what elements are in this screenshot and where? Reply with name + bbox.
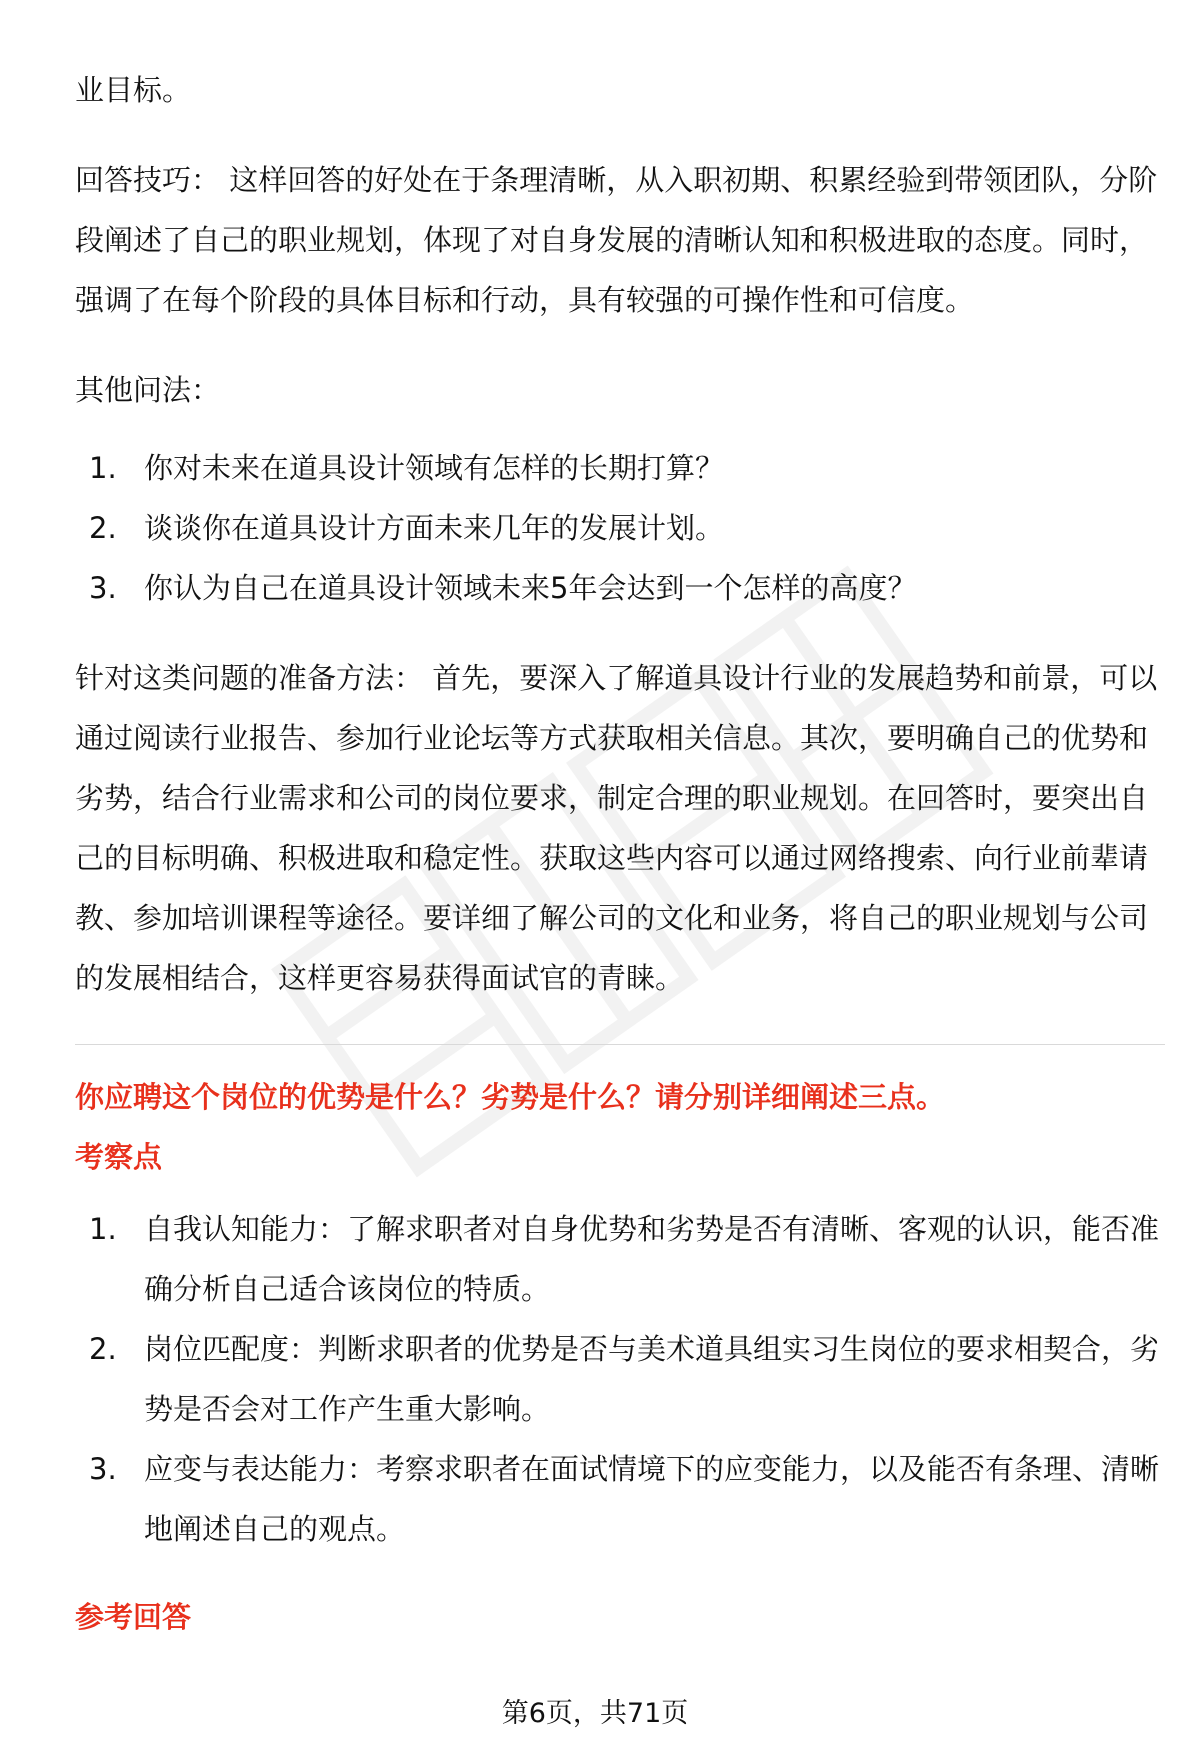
page-footer bbox=[0, 1696, 1190, 1732]
list-item-text: 谈谈你在道具设计方面未来几年的发展计划。 bbox=[144, 511, 725, 545]
list-item-number: 1. bbox=[89, 451, 117, 485]
question-title: 你应聘这个岗位的优势是什么？劣势是什么？请分别详细阐述三点。 bbox=[75, 1080, 946, 1114]
list-item-number: 3. bbox=[89, 571, 117, 605]
list-item bbox=[75, 1439, 1165, 1559]
list-item-number: 3. bbox=[89, 1452, 117, 1486]
document-body bbox=[75, 60, 1165, 1647]
list-item-text: 应变与表达能力：考察求职者在面试情境下的应变能力，以及能否有条理、清晰地阐述自己的观点。 bbox=[144, 1452, 1160, 1546]
list-item-text: 自我认知能力：了解求职者对自身优势和劣势是否有清晰、客观的认识，能否准确分析自己适合该岗位的特质。 bbox=[144, 1212, 1160, 1306]
focus-points-list bbox=[75, 1199, 1165, 1559]
list-item bbox=[75, 558, 1165, 618]
list-item bbox=[75, 498, 1165, 558]
list-item-text: 岗位匹配度：判断求职者的优势是否与美术道具组实习生岗位的要求相契合，劣势是否会对工作产生重大影响。 bbox=[144, 1332, 1160, 1426]
page-number-label: 第6页，共71页 bbox=[496, 1698, 695, 1729]
paragraph-preparation-method: 针对这类问题的准备方法： 首先，要深入了解道具设计行业的发展趋势和前景，可以通过阅读行业报告、参加行业论坛等方式获取相关信息。其次，要明确自己的优势和劣势，结合行业需求和公司的岗位要求，制定合理的职业规划。在回答时，要突出自己的目标明确、积极进取和稳定性。获取这些内容可以通过网络搜索、向行业前辈请教、参加培训课程等途径。要详细了解公司的文化和业务，将自己的职业规划与公司的发展相结合，这样更容易获得面试官的青睐。 bbox=[75, 661, 1158, 995]
list-item-number: 2. bbox=[89, 511, 117, 545]
focus-heading: 考察点 bbox=[75, 1140, 163, 1174]
list-item bbox=[75, 1319, 1165, 1439]
section-divider bbox=[75, 1044, 1165, 1045]
paragraph-other-questions-label: 其他问法： bbox=[75, 373, 221, 407]
list-item-number: 1. bbox=[89, 1212, 117, 1246]
other-questions-list bbox=[75, 438, 1165, 618]
paragraph-answer-tips: 回答技巧： 这样回答的好处在于条理清晰，从入职初期、积累经验到带领团队，分阶段阐述了自己的职业规划，体现了对自身发展的清晰认知和积极进取的态度。同时，强调了在每个阶段的具体目标和行动，具有较强的可操作性和可信度。 bbox=[75, 163, 1158, 317]
list-item-text: 你认为自己在道具设计领域未来5年会达到一个怎样的高度？ bbox=[144, 571, 917, 605]
list-item bbox=[75, 1199, 1165, 1319]
answer-heading: 参考回答 bbox=[75, 1600, 192, 1634]
list-item-number: 2. bbox=[89, 1332, 117, 1366]
list-item-text: 你对未来在道具设计领域有怎样的长期打算？ bbox=[144, 451, 725, 485]
list-item bbox=[75, 438, 1165, 498]
paragraph-intro-tail: 业目标。 bbox=[75, 73, 192, 107]
